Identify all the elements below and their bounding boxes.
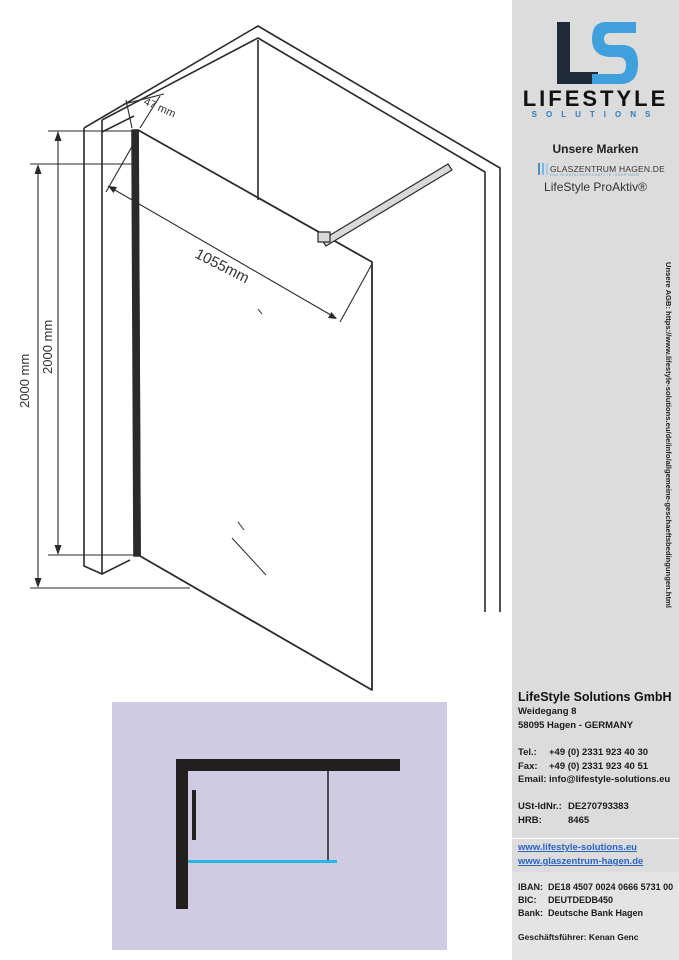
glaszentrum-tagline: DAS GLASFACHGESCHÄFT IN IHRER NÄHE (550, 173, 640, 177)
glass-panel (138, 130, 372, 690)
glaszentrum-name: GLASZENTRUM HAGEN.DE (550, 164, 665, 174)
iban-row (518, 882, 673, 892)
arrow (55, 545, 62, 555)
company-name: LifeStyle Solutions GmbH (518, 690, 672, 704)
reflection-mark (238, 522, 244, 530)
tel-row (518, 747, 648, 758)
short-wall-inner (102, 116, 134, 132)
plan-profile (192, 790, 196, 840)
plan-view-drawing (112, 702, 447, 950)
website-link-glaszentrum[interactable]: www.glaszentrum-hagen.de (518, 856, 644, 867)
short-wall (84, 120, 102, 574)
bank-row (518, 908, 643, 918)
ust-row (518, 801, 629, 812)
bank-value: Deutsche Bank Hagen (548, 908, 644, 918)
agb-link[interactable]: Unsere AGB: https://www.lifestyle-solutions.eu/de/info/allgemeine-geschaeftsbedingungen.html (664, 262, 673, 608)
reflection-mark (232, 538, 266, 575)
company-sidebar (512, 0, 679, 960)
plan-glass (188, 860, 337, 863)
dim-line-width (108, 186, 336, 318)
stabiliser-clamp (318, 232, 330, 242)
bic-value: DEUTDEDB450 (548, 895, 614, 905)
arrow (328, 312, 337, 319)
reflection-mark (258, 309, 262, 314)
logo-l-mark (557, 22, 598, 84)
website-link-lifestyle[interactable]: www.lifestyle-solutions.eu (518, 842, 637, 853)
brands-title: Unsere Marken (552, 142, 639, 156)
hrb-row (518, 815, 589, 826)
wall-profile (132, 130, 140, 556)
dim-label-outer: 2000 mm (17, 353, 32, 408)
street: Weidegang 8 (518, 706, 577, 717)
iban-label: IBAN: (518, 882, 543, 892)
logo-word: LIFESTYLE (522, 86, 669, 111)
ust-value: DE270793383 (568, 801, 629, 812)
arrow (35, 578, 42, 588)
hrb-value: 8465 (568, 815, 590, 826)
gf-label: Geschäftsführer: (518, 932, 587, 942)
tel-value[interactable]: +49 (0) 2331 923 40 30 (549, 747, 649, 758)
bic-row (518, 895, 613, 905)
fax-value: +49 (0) 2331 923 40 51 (549, 761, 649, 772)
fax-row (518, 761, 648, 772)
glaszentrum-brand[interactable] (538, 162, 668, 178)
fax-label: Fax: (518, 761, 538, 772)
wall-inner-edge (102, 38, 485, 612)
logo-sub: SOLUTIONS (531, 110, 660, 119)
wall-top-edge (84, 26, 500, 612)
email-row (518, 774, 670, 785)
arrow (55, 131, 62, 141)
divider (512, 838, 679, 839)
tel-label: Tel.: (518, 747, 537, 758)
bank-details (512, 872, 679, 960)
arrow (108, 186, 117, 193)
hrb-label: HRB: (518, 815, 542, 826)
email-label: Email: (518, 774, 547, 785)
stabiliser-bar (322, 164, 452, 246)
dim-label-thickness: 47 mm (141, 95, 178, 121)
arrow (35, 164, 42, 174)
glass-icon (538, 162, 548, 176)
gf-value: Kenan Genc (588, 932, 639, 942)
dim-label-width: 1055mm (192, 245, 252, 288)
iban-value: DE18 4507 0024 0666 5731 00 (548, 882, 674, 892)
ust-label: USt-IdNr.: (518, 801, 562, 812)
bic-label: BIC: (518, 895, 537, 905)
dim-label-inner: 2000 mm (40, 319, 55, 374)
proaktiv-brand[interactable]: LifeStyle ProAktiv® (544, 180, 647, 194)
email-value[interactable]: info@lifestyle-solutions.eu (549, 774, 671, 785)
logo-s-mark (592, 22, 638, 84)
floor-line (102, 560, 130, 574)
bank-label: Bank: (518, 908, 544, 918)
plan-view (112, 702, 447, 950)
gf-row (518, 932, 638, 942)
city: 58095 Hagen - GERMANY (518, 720, 634, 731)
plan-wall-top (176, 759, 400, 771)
ext-width-right (340, 264, 372, 322)
plan-wall-left (176, 759, 188, 909)
